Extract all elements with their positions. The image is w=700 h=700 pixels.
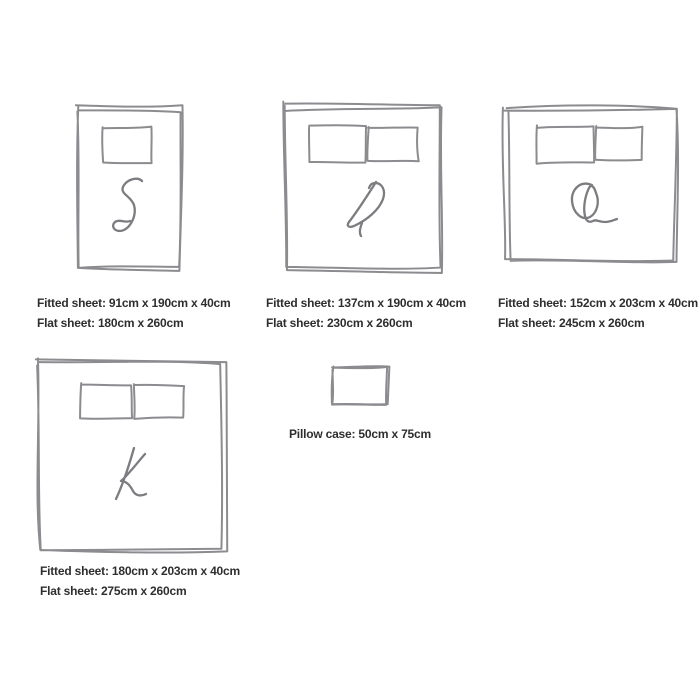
single-bed-sketch [58,96,192,280]
queen-flat-sheet-text: Flat sheet: 245cm x 260cm [498,316,645,330]
size-letter-Q [572,184,617,222]
single-spec [37,293,231,333]
size-letter-K [116,448,146,499]
pillow-shape [309,125,366,162]
pillow-shape [595,126,642,160]
pillow-shape [536,125,594,163]
king-spec [40,561,240,601]
queen-fitted-sheet-text: Fitted sheet: 152cm x 203cm x 40cm [498,296,698,310]
queen-spec [498,293,698,333]
single-flat-sheet-text: Flat sheet: 180cm x 260cm [37,316,184,330]
pillow-shape [102,127,151,164]
bed-outline [76,105,183,271]
king-flat-sheet-text: Flat sheet: 275cm x 260cm [40,584,187,598]
double-flat-sheet-text: Flat sheet: 230cm x 260cm [266,316,413,330]
double-spec [266,293,466,333]
pillow-case-sketch [324,358,396,414]
pillow-case-spec [289,424,431,444]
king-bed-sketch [26,348,232,560]
size-letter-D [348,182,384,236]
pillow-shape [134,384,184,419]
pillow-case-text: Pillow case: 50cm x 75cm [289,427,431,441]
pillow-shape [80,383,132,419]
double-fitted-sheet-text: Fitted sheet: 137cm x 190cm x 40cm [266,296,466,310]
bed-outline [332,366,390,405]
size-letter-S [113,179,142,231]
pillow-shape [367,127,418,161]
king-fitted-sheet-text: Fitted sheet: 180cm x 203cm x 40cm [40,564,240,578]
queen-bed-sketch [496,96,686,278]
double-bed-sketch [278,96,452,280]
single-fitted-sheet-text: Fitted sheet: 91cm x 190cm x 40cm [37,296,231,310]
